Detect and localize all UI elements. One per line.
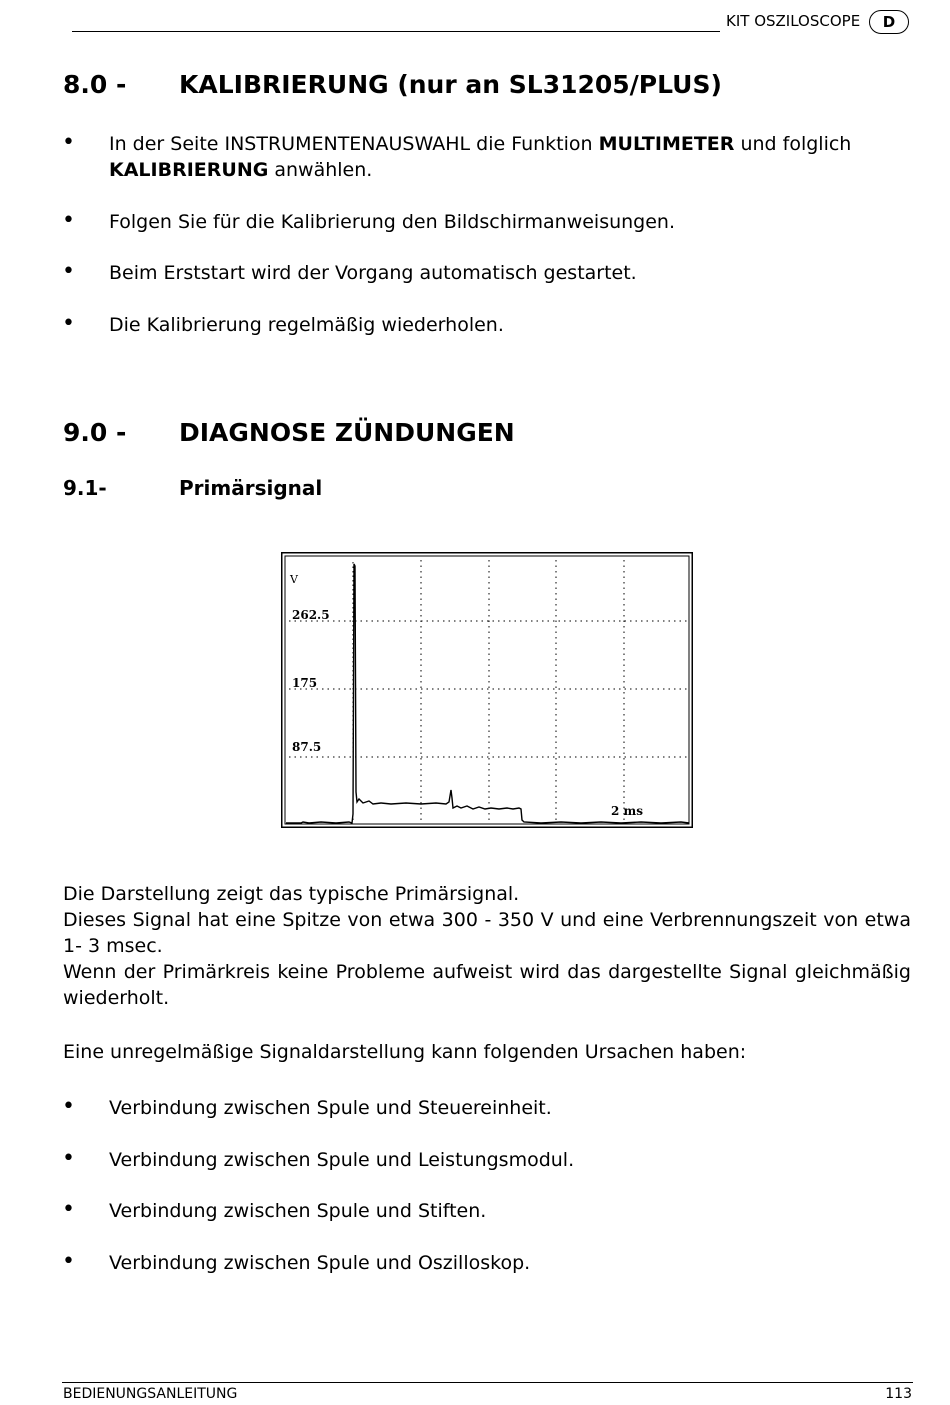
list-item: Verbindung zwischen Spule und Oszilloskop.	[109, 1252, 531, 1274]
language-badge: D	[869, 10, 909, 34]
list-item: Verbindung zwischen Spule und Steuereinheit.	[109, 1097, 552, 1119]
section-8-number: 8.0 -	[63, 70, 127, 99]
bullet-icon: •	[62, 208, 75, 233]
oscilloscope-graph	[281, 552, 693, 828]
list-item: Die Kalibrierung regelmäßig wiederholen.	[109, 314, 504, 336]
header-rule	[72, 31, 720, 32]
footer-title: BEDIENUNGSANLEITUNG	[63, 1386, 238, 1402]
y-tick-label: 175	[292, 676, 318, 690]
bullet-icon: •	[62, 130, 75, 155]
list-item: Verbindung zwischen Spule und Leistungsmodul.	[109, 1149, 575, 1171]
list-item: Verbindung zwischen Spule und Stiften.	[109, 1200, 487, 1222]
list-item-calibration-select: In der Seite INSTRUMENTENAUSWAHL die Funktion MULTIMETER und folglich KALIBRIERUNG anwählen.	[109, 133, 852, 181]
footer-rule	[62, 1382, 913, 1383]
bullet-icon: •	[62, 311, 75, 336]
bullet-icon: •	[62, 259, 75, 284]
subsection-title: Primärsignal	[179, 476, 323, 500]
list-item: Folgen Sie für die Kalibrierung den Bildschirmanweisungen.	[109, 211, 676, 233]
y-tick-label: 262.5	[292, 608, 330, 622]
paragraph-causes-intro: Eine unregelmäßige Signaldarstellung kann folgenden Ursachen haben:	[63, 1041, 747, 1063]
section-9-number: 9.0 -	[63, 418, 127, 447]
section-8-title: KALIBRIERUNG (nur an SL31205/PLUS)	[179, 70, 722, 99]
bullet-icon: •	[62, 1094, 75, 1119]
time-division-label: 2 ms	[611, 804, 643, 818]
bullet-icon: •	[62, 1249, 75, 1274]
paragraph-signal-peak: Dieses Signal hat eine Spitze von etwa 300 - 350 V und eine Verbrennungszeit von etwa 1- 3 msec.	[63, 909, 911, 957]
list-item: Beim Erststart wird der Vorgang automatisch gestartet.	[109, 262, 637, 284]
bullet-icon: •	[62, 1146, 75, 1171]
page-number: 113	[885, 1386, 912, 1402]
paragraph-repeat: Wenn der Primärkreis keine Probleme aufweist wird das dargestellte Signal gleichmäßig wiederholt.	[63, 961, 911, 1009]
subsection-number: 9.1-	[63, 476, 107, 500]
header-title: KIT OSZILOSCOPE	[726, 12, 861, 30]
oscilloscope-screenshot	[281, 552, 693, 828]
paragraph-line: Die Darstellung zeigt das typische Primärsignal.	[63, 883, 520, 905]
section-9-title: DIAGNOSE ZÜNDUNGEN	[179, 418, 515, 447]
y-unit-label: V	[290, 573, 298, 586]
bullet-icon: •	[62, 1197, 75, 1222]
y-tick-label: 87.5	[292, 740, 322, 754]
